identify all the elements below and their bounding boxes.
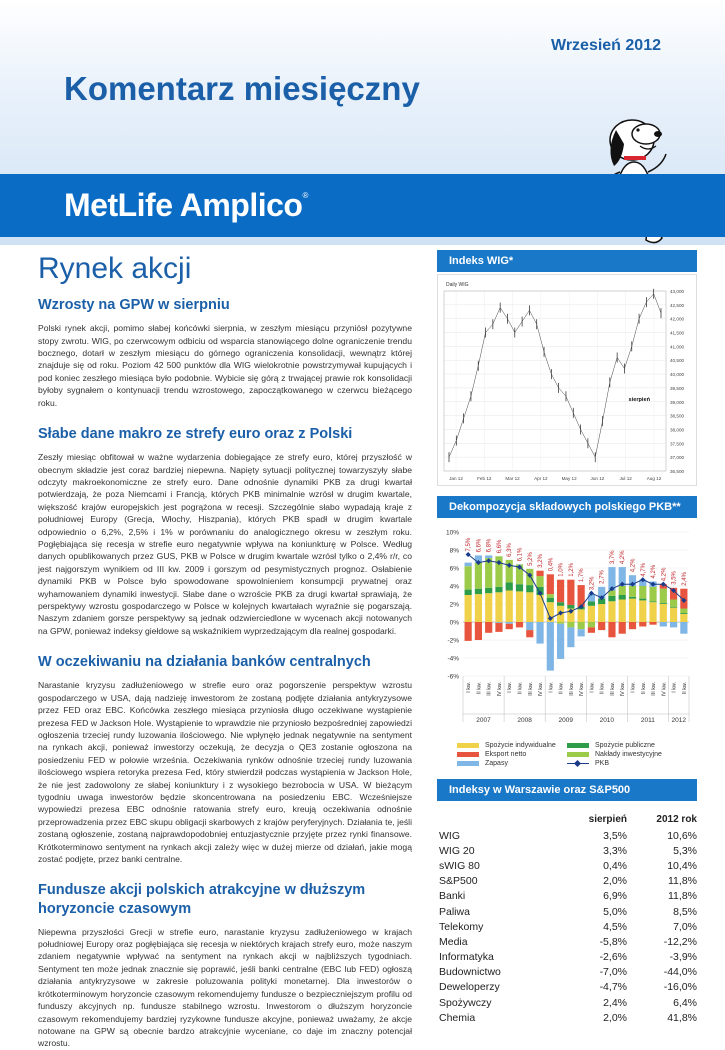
- bar-public: [649, 601, 656, 602]
- table-row: [437, 919, 697, 934]
- x-tick-label: I kw.: [466, 682, 472, 693]
- y-tick-label: 39,500: [670, 386, 684, 391]
- index-name: WIG 20: [437, 843, 547, 858]
- bar-private: [639, 600, 646, 622]
- x-tick-label: IV kw.: [538, 682, 544, 696]
- legend-public: Spożycie publiczne: [567, 742, 677, 749]
- bar-stocks: [660, 622, 667, 627]
- gdp-data-label: 4,7%: [641, 562, 647, 576]
- bar-export: [506, 624, 513, 629]
- table-header: sierpień: [547, 811, 627, 828]
- section-title-1: Wzrosty na GPW w sierpniu: [38, 296, 412, 314]
- bar-export: [608, 622, 615, 637]
- bar-export: [465, 622, 472, 641]
- section-heading: Rynek akcji: [38, 252, 412, 286]
- bar-stocks: [578, 629, 585, 636]
- bar-export: [495, 623, 502, 632]
- bar-invest: [629, 586, 636, 597]
- y-tick-label: 37,000: [670, 455, 684, 460]
- x-tick-label: Jul 12: [620, 476, 633, 481]
- index-ytd-return: 6,4%: [627, 995, 697, 1010]
- bar-invest: [660, 589, 667, 603]
- x-tick-label: II kw.: [600, 682, 606, 694]
- x-tick-label: II kw.: [476, 682, 482, 694]
- gdp-data-label: 3,2%: [538, 553, 544, 567]
- section-text-2: Zeszły miesiąc obfitował w ważne wydarzenia dobiegające ze strefy euro, której przyszłość w obecnym składzie jest coraz bardziej niepewna. Napięty sytuacji politycznej towarzyszyły słabe odczyty makroekonomiczne ze strefy euro. Dane odnośnie dynamiki PKB za drugi kwartał potwierdzają, że poza Niemcami i Francją, których PKB minimalnie wzrósł w drugim kwartale, większość krajów europejskich jest pogrążona w recesji. Szczególnie słabo wypadają kraje z południowej Europy (Grecja, Włochy, Hiszpania), których PKB spadł w drugim kwartale odpowiednio o 6,2%, 2,5% i 1% w porównaniu do analogicznego okresu w zeszłym roku. Pogłębiająca się recesja w strefie euro negatywnie wpływa na koniunkturę w Polsce. Według danych opublikowanych przez GUS, PKB w Polsce w drugim kwartale wzrósł tylko o 2,4% r/r, co jest najgorszym wynikiem od III kw. 2009 i gorszym od pesymistycznych prognoz. Osłabienie dynamiki PKB w Polsce było spowodowane spowolnieniem konsumpcji prywatnej oraz wyhamowaniem dynamiki inwestycji. Słabe dane o wzroście PKB za drugi kwartał sprawiają, że perspektywy wzrostu gospodarczego w Polsce w kolejnych kwartałach wyraźnie się pogarszają. Naszym zdaniem gorsze perspektywy są jednak odzwierciedlone w wycenach akcji notowanych na GPW, ponieważ indeksy giełdowe są wskaźnikiem wyprzedzającym dla realnej gospodarki.: [38, 451, 412, 637]
- index-name: Telekomy: [437, 919, 547, 934]
- gdp-data-label: 2,4%: [682, 571, 688, 585]
- x-tick-label: IV kw.: [620, 682, 626, 696]
- x-tick-label: II kw.: [682, 682, 688, 694]
- gdp-data-label: 2,7%: [600, 570, 606, 584]
- x-tick-label: III kw.: [569, 682, 575, 696]
- index-ytd-return: 11,8%: [627, 874, 697, 889]
- index-month-return: -7,0%: [547, 965, 627, 980]
- bar-export: [567, 580, 574, 605]
- gdp-data-label: 1,2%: [569, 562, 575, 576]
- bar-export: [526, 630, 533, 637]
- bar-private: [680, 614, 687, 622]
- bar-public: [495, 587, 502, 592]
- year-label: 2009: [558, 717, 573, 724]
- index-ytd-return: 11,8%: [627, 889, 697, 904]
- x-tick-label: III kw.: [528, 682, 534, 696]
- y-tick-label: 6%: [450, 566, 460, 573]
- bar-public: [567, 605, 574, 609]
- table-row: [437, 934, 697, 949]
- index-ytd-return: 10,4%: [627, 858, 697, 873]
- y-tick-label: 4%: [450, 584, 460, 591]
- x-tick-label: III kw.: [651, 682, 657, 696]
- gdp-data-label: 3,5%: [672, 570, 678, 584]
- article-column: [38, 248, 412, 1050]
- bar-invest: [588, 622, 595, 627]
- wig-chart-label: Daily WIG: [446, 282, 469, 288]
- index-month-return: 3,5%: [547, 828, 627, 843]
- index-month-return: -5,8%: [547, 934, 627, 949]
- section-text-1: Polski rynek akcji, pomimo słabej końcówki sierpnia, w zeszłym miesiącu przyniósł pozytywne stopy zwrotu. WIG, po czerwcowym odbiciu od wsparcia stanowiącego dolne ograniczenie trendu bocznego, dotarł w zeszłym miesiącu do górnego ograniczenia konsolidacji, wewnątrz której znajduje się od roku. Poziom 42 500 punktów dla WIG wielokrotnie powstrzymywał kupujących i pod koniec zeszłego miesiąca było podobnie. Wybicie się górą z trwającej prawie rok konsolidacji byłoby sygnałem o kontynuacji trendu wzrostowego, zapoczątkowanego w czerwcu bieżącego roku.: [38, 322, 412, 409]
- gdp-data-label: 4,2%: [661, 567, 667, 581]
- bar-export: [536, 571, 543, 576]
- index-name: Spożywczy: [437, 995, 547, 1010]
- gdp-chart-legend: [437, 742, 697, 767]
- index-month-return: -2,6%: [547, 950, 627, 965]
- year-label: 2008: [517, 717, 532, 724]
- bar-public: [547, 598, 554, 603]
- table-row: [437, 874, 697, 889]
- bar-invest: [670, 600, 677, 607]
- y-tick-label: -2%: [447, 638, 459, 645]
- y-tick-label: 41,000: [670, 344, 684, 349]
- x-tick-label: I kw.: [672, 682, 678, 693]
- bar-stocks: [567, 627, 574, 647]
- x-tick-label: Mar 12: [505, 476, 520, 481]
- y-tick-label: 37,500: [670, 441, 684, 446]
- x-tick-label: Jun 12: [591, 476, 605, 481]
- y-tick-label: 2%: [450, 602, 460, 609]
- bar-private: [660, 604, 667, 622]
- index-month-return: 2,0%: [547, 874, 627, 889]
- y-tick-label: 0%: [450, 620, 460, 627]
- index-ytd-return: -12,2%: [627, 934, 697, 949]
- x-tick-label: IV kw.: [579, 682, 585, 696]
- x-tick-label: Feb 12: [477, 476, 492, 481]
- gdp-data-label: 4,2%: [631, 558, 637, 572]
- index-name: Banki: [437, 889, 547, 904]
- bar-export: [557, 580, 564, 603]
- table-row: [437, 965, 697, 980]
- wig-chart-svg: [438, 275, 696, 485]
- section-title-4: Fundusze akcji polskich atrakcyjne w dłuższym horyzoncie czasowym: [38, 881, 412, 917]
- y-tick-label: 38,000: [670, 427, 684, 432]
- x-tick-label: II kw.: [559, 682, 565, 694]
- bar-invest: [619, 586, 626, 595]
- index-month-return: 3,3%: [547, 843, 627, 858]
- y-tick-label: 40,000: [670, 372, 684, 377]
- x-tick-label: IV kw.: [661, 682, 667, 696]
- bar-stocks: [680, 622, 687, 634]
- issue-date: Wrzesień 2012: [551, 37, 661, 55]
- y-tick-label: 43,000: [670, 289, 684, 294]
- legend-private: Spożycie indywidualne: [457, 742, 567, 749]
- bar-export: [639, 622, 646, 627]
- bar-private: [526, 592, 533, 622]
- bar-stocks: [465, 563, 472, 567]
- legend-gdp: PKB: [567, 760, 677, 767]
- bar-public: [485, 588, 492, 593]
- x-tick-label: May 12: [562, 476, 578, 481]
- bar-invest: [680, 609, 687, 614]
- bar-public: [465, 590, 472, 595]
- bar-public: [629, 597, 636, 599]
- bar-public: [670, 607, 677, 608]
- bar-public: [619, 595, 626, 600]
- brand-logo: MetLife Amplico®: [64, 187, 308, 224]
- table-header: [437, 811, 547, 828]
- table-row: [437, 995, 697, 1010]
- x-tick-label: Apr 12: [534, 476, 548, 481]
- wig-chart: [437, 274, 697, 486]
- bar-private: [608, 601, 615, 622]
- index-month-return: 2,0%: [547, 1010, 627, 1025]
- gdp-decomposition-chart: [437, 518, 697, 736]
- bar-export: [629, 622, 636, 629]
- decomp-panel-title: Dekompozycja składowych polskiego PKB**: [437, 496, 697, 518]
- bar-private: [578, 609, 585, 622]
- bar-public: [608, 596, 615, 601]
- y-tick-label: 41,500: [670, 331, 684, 336]
- y-tick-label: 40,500: [670, 358, 684, 363]
- bar-stocks: [485, 555, 492, 558]
- bar-invest: [639, 586, 646, 599]
- brand-band: [0, 174, 725, 237]
- bar-private: [588, 606, 595, 622]
- bar-public: [526, 585, 533, 592]
- index-name: Chemia: [437, 1010, 547, 1025]
- index-ytd-return: 8,5%: [627, 904, 697, 919]
- gdp-data-label: 3,7%: [610, 550, 616, 564]
- bar-export: [598, 622, 605, 630]
- bar-private: [629, 599, 636, 622]
- table-row: [437, 950, 697, 965]
- index-ytd-return: 41,8%: [627, 1010, 697, 1025]
- x-tick-label: I kw.: [548, 682, 554, 693]
- index-name: Informatyka: [437, 950, 547, 965]
- index-name: WIG: [437, 828, 547, 843]
- x-tick-label: I kw.: [589, 682, 595, 693]
- year-label: 2012: [671, 717, 686, 724]
- index-name: sWIG 80: [437, 858, 547, 873]
- bar-export: [485, 622, 492, 633]
- bar-export: [649, 622, 656, 625]
- table-row: [437, 889, 697, 904]
- bar-stocks: [526, 622, 533, 630]
- gdp-data-label: 4,2%: [620, 550, 626, 564]
- year-label: 2007: [476, 717, 491, 724]
- gdp-data-label: 4,2%: [651, 564, 657, 578]
- wig-price-line: [449, 294, 661, 457]
- gdp-data-label: 5,2%: [528, 552, 534, 566]
- table-row: [437, 828, 697, 843]
- index-name: Media: [437, 934, 547, 949]
- bar-public: [506, 582, 513, 590]
- table-row: [437, 858, 697, 873]
- bar-public: [557, 602, 564, 606]
- index-ytd-return: -3,9%: [627, 950, 697, 965]
- bar-private: [516, 591, 523, 622]
- bar-public: [639, 599, 646, 601]
- y-tick-label: 39,000: [670, 400, 684, 405]
- y-tick-label: 42,000: [670, 317, 684, 322]
- gdp-data-label: 3,2%: [589, 576, 595, 590]
- table-row: [437, 904, 697, 919]
- index-month-return: 0,4%: [547, 858, 627, 873]
- bar-invest: [557, 622, 564, 624]
- index-month-return: 5,0%: [547, 904, 627, 919]
- x-tick-label: I kw.: [631, 682, 637, 693]
- bar-stocks: [536, 622, 543, 644]
- bar-export: [516, 622, 523, 627]
- y-tick-label: 8%: [450, 548, 460, 555]
- gdp-data-label: 6,6%: [497, 539, 503, 553]
- gdp-data-label: 6,6%: [476, 538, 482, 552]
- y-tick-label: -6%: [447, 674, 459, 681]
- gdp-chart-svg: [437, 518, 697, 736]
- page-header: [0, 0, 725, 245]
- index-ytd-return: 5,3%: [627, 843, 697, 858]
- y-tick-label: 38,500: [670, 414, 684, 419]
- index-name: S&P500: [437, 874, 547, 889]
- x-tick-label: III kw.: [610, 682, 616, 696]
- bar-export: [547, 574, 554, 594]
- x-tick-label: IV kw.: [497, 682, 503, 696]
- year-label: 2011: [641, 717, 655, 724]
- bar-export: [588, 627, 595, 632]
- index-name: Paliwa: [437, 904, 547, 919]
- bar-stocks: [670, 622, 677, 627]
- bar-invest: [578, 622, 585, 629]
- wig-panel-title: Indeks WIG*: [437, 250, 697, 272]
- gdp-data-label: 1,0%: [559, 562, 565, 576]
- bar-invest: [475, 563, 482, 589]
- index-ytd-return: -44,0%: [627, 965, 697, 980]
- year-label: 2010: [600, 717, 615, 724]
- sidebar: [437, 250, 697, 1025]
- x-tick-label: II kw.: [518, 682, 524, 694]
- bar-private: [506, 591, 513, 623]
- index-month-return: 2,4%: [547, 995, 627, 1010]
- index-ytd-return: -16,0%: [627, 980, 697, 995]
- y-tick-label: 42,500: [670, 303, 684, 308]
- section-text-4: Niepewna przyszłości Grecji w strefie euro, narastanie kryzysu zadłużeniowego w krajach południowej Europy oraz pogłębiająca się recesja w niektórych krajach strefy euro, może naszym zdaniem negatywnie wpływać na sentyment na rynkach akcji w najbliższych tygodniach. Sentyment ten może jednak znacznie się poprawić, jeśli banki centralne (EBC lub FED) ogłoszą działania antykryzysowe w zakresie poluzowania polityki monetarnej. Dla inwestorów o krótkoterminowym horyzoncie czasowym rekomendujemy fundusze o bezpieczniejszym profilu od funduszy akcyjnych np. fundusze stabilnego wzrostu. Inwestorom o dłuższym horyzoncie czasowym rekomendujemy bardziej ryzykowne fundusze akcyjne, ponieważ uważamy, że akcje notowane na GPW są obecnie bardzo atrakcyjnie wyceniane, co daje im znaczny potencjał wzrostu.: [38, 926, 412, 1050]
- bar-private: [670, 608, 677, 622]
- bar-invest: [649, 587, 656, 601]
- table-row: [437, 980, 697, 995]
- gdp-data-label: 1,7%: [579, 568, 585, 582]
- bar-private: [485, 593, 492, 622]
- x-tick-label: III kw.: [487, 682, 493, 696]
- bar-invest: [547, 594, 554, 598]
- section-text-3: Narastanie kryzysu zadłużeniowego w strefie euro oraz pogorszenie perspektyw wzrostu gospodarczego w USA, dają nadzieję inwestorom że zostaną podjęte działania antykryzysowe przez FED oraz EBC. Końcówka zeszłego miesiąca przyniosła długo oczekiwane wystąpienie prezesa FED w Jackson Hole. Wystąpienie to wprawdzie nie przyniosło bezpośredniej zapowiedzi ogłoszenia trzeciej rundy luzowania ilościowego. Nie wpłynęło jednak negatywnie na sentyment na rynkach akcji, ponieważ inwestorzy oczekują, że decyzja o QE3 zostanie ogłoszona na posiedzeniu FED w połowie września. Oczekiwania rynków odnośnie trzeciej rundy luzowania ilościowego wspiera retoryka prezesa Fed, który stwierdził podczas wystąpienia w Jackson Hole, że nie jest zadowolony ze słabej koniunktury i z wysokiego bezrobocia w USA. W bieżącym tygodniu uwaga inwestorów będzie skoncentrowana na posiedzeniu EBC. Wcześniejsze wypowiedzi prezesa EBC odnośnie ratowania strefy euro, kreują oczekiwania odnośnie przeprowadzenia przez EBC skupu obligacji skarbowych z krajów peryferyjnych. Działania te, jeśli zostaną ogłoszenie, zostaną najprawdopodobniej entuzjastycznie przyjęte przez rynki finansowe. Krótkoterminowo sentyment na rynkach akcji zależy więc w dużej mierze od działań, jakie mogą zostać podjęte, przez banki centralne.: [38, 679, 412, 865]
- bar-public: [588, 601, 595, 606]
- bar-export: [475, 622, 482, 640]
- x-tick-label: Aug 12: [647, 476, 662, 481]
- gdp-data-label: 6,3%: [507, 543, 513, 557]
- bar-private: [465, 595, 472, 622]
- bar-private: [619, 600, 626, 623]
- bar-public: [680, 613, 687, 614]
- index-name: Budownictwo: [437, 965, 547, 980]
- bar-stocks: [547, 622, 554, 671]
- bar-invest: [536, 576, 543, 587]
- page-title: Komentarz miesięczny: [64, 70, 420, 108]
- table-row: [437, 843, 697, 858]
- x-tick-label: II kw.: [641, 682, 647, 694]
- section-title-2: Słabe dane makro ze strefy euro oraz z Polski: [38, 425, 412, 443]
- table-header-row: [437, 811, 697, 828]
- gdp-data-label: 6,1%: [518, 547, 524, 561]
- gdp-data-label: 0,4%: [548, 557, 554, 571]
- y-tick-label: -4%: [447, 656, 459, 663]
- x-tick-label: I kw.: [507, 682, 513, 693]
- legend-stocks: Zapasy: [457, 760, 567, 767]
- bar-export: [619, 622, 626, 634]
- bar-private: [475, 594, 482, 622]
- y-tick-label: 36,500: [670, 469, 684, 474]
- bar-invest: [567, 622, 574, 627]
- bar-stocks: [557, 624, 564, 659]
- bar-private: [598, 604, 605, 622]
- wig-annotation: sierpień: [629, 397, 651, 403]
- gdp-data-label: 6,8%: [487, 538, 493, 552]
- table-header: 2012 rok: [627, 811, 697, 828]
- bar-stocks: [506, 622, 513, 624]
- bar-invest: [465, 566, 472, 589]
- table-row: [437, 1010, 697, 1025]
- indices-table: [437, 811, 697, 1025]
- legend-invest: Nakłady inwestycyjne: [567, 751, 677, 758]
- index-month-return: 4,5%: [547, 919, 627, 934]
- bar-public: [516, 584, 523, 591]
- index-month-return: 6,9%: [547, 889, 627, 904]
- section-title-3: W oczekiwaniu na działania banków centralnych: [38, 653, 412, 671]
- index-name: Deweloperzy: [437, 980, 547, 995]
- bar-private: [495, 592, 502, 622]
- index-month-return: -4,7%: [547, 980, 627, 995]
- x-tick-label: Jan 12: [449, 476, 463, 481]
- bar-stocks: [495, 622, 502, 623]
- indices-panel-title: Indeksy w Warszawie oraz S&P500: [437, 779, 697, 801]
- bar-public: [660, 603, 667, 604]
- bar-public: [475, 589, 482, 594]
- index-ytd-return: 10,6%: [627, 828, 697, 843]
- y-tick-label: 10%: [446, 530, 459, 537]
- index-ytd-return: 7,0%: [627, 919, 697, 934]
- gdp-data-label: 7,5%: [466, 537, 472, 551]
- bar-private: [649, 602, 656, 622]
- legend-export: Eksport netto: [457, 751, 567, 758]
